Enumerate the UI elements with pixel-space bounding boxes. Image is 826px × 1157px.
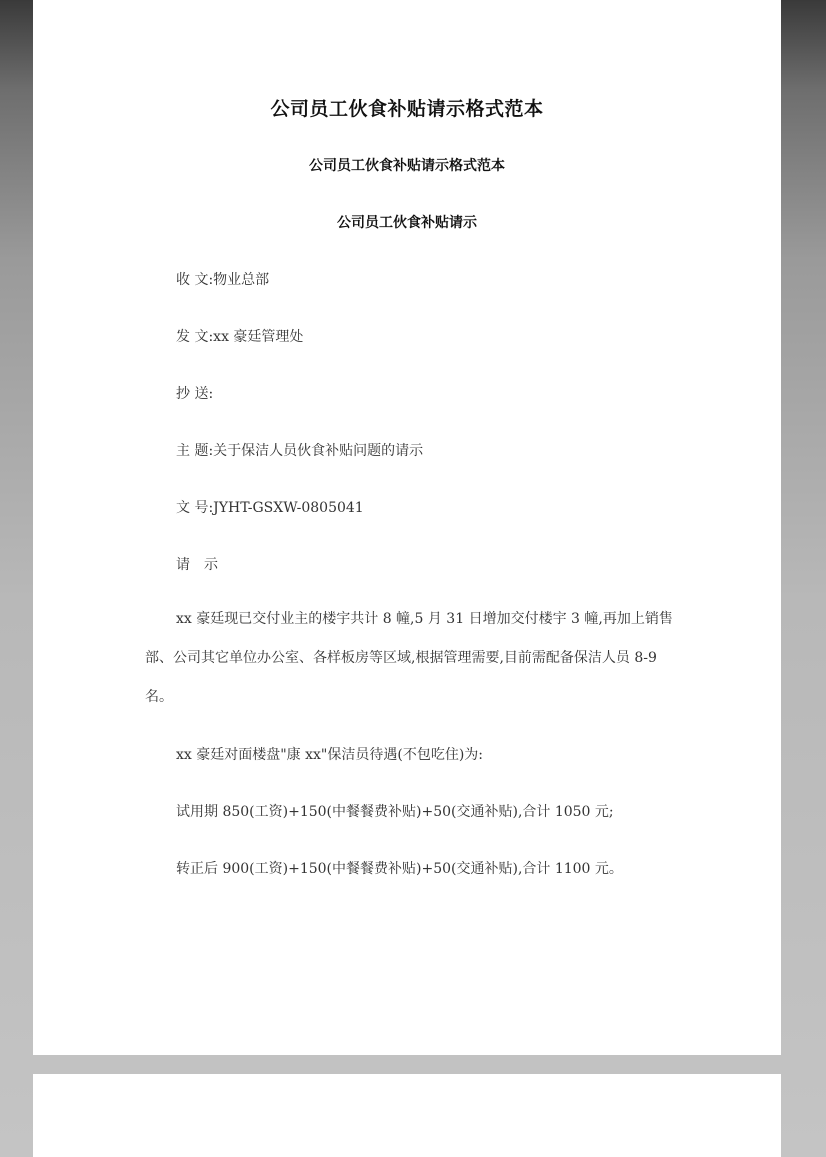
- recipient-line: [176, 269, 269, 289]
- paragraph-3: 试用期 850(工资)+150(中餐餐费补贴)+50(交通补贴),合计 1050 元;: [176, 804, 614, 820]
- doc-number-value: JYHT-GSXW-0805041: [213, 500, 364, 516]
- doc-number-line: [176, 497, 364, 517]
- sender-value: xx 豪廷管理处: [213, 329, 304, 345]
- section-label: 请 示: [176, 557, 218, 573]
- subject-value: 关于保洁人员伙食补贴问题的请示: [213, 443, 424, 459]
- sender-label: 发 文:: [176, 329, 214, 345]
- paragraph-4: 转正后 900(工资)+150(中餐餐费补贴)+50(交通补贴),合计 1100 元。: [176, 861, 623, 877]
- document-title: 公司员工伙食补贴请示格式范本: [270, 98, 544, 120]
- subject-label: 主 题:: [176, 443, 214, 459]
- cc-label: 抄 送:: [176, 386, 214, 402]
- subject-line: [176, 440, 423, 460]
- cc-line: [176, 383, 213, 403]
- sender-line: [176, 326, 303, 346]
- document-heading: 公司员工伙食补贴请示: [337, 215, 477, 231]
- recipient-label: 收 文:: [176, 272, 214, 288]
- paragraph-1: xx 豪廷现已交付业主的楼宇共计 8 幢,5 月 31 日增加交付楼宇 3 幢,再加上销售部、公司其它单位办公室、各样板房等区域,根据管理需要,目前需配备保洁人员 8-9 名。: [145, 611, 673, 705]
- recipient-value: 物业总部: [213, 272, 270, 288]
- document-subtitle: 公司员工伙食补贴请示格式范本: [309, 158, 505, 174]
- doc-number-label: 文 号:: [176, 500, 214, 516]
- paragraph-2: xx 豪廷对面楼盘"康 xx"保洁员待遇(不包吃住)为:: [176, 747, 484, 763]
- document-page-2: [33, 1074, 781, 1157]
- document-page-1: [33, 0, 781, 1055]
